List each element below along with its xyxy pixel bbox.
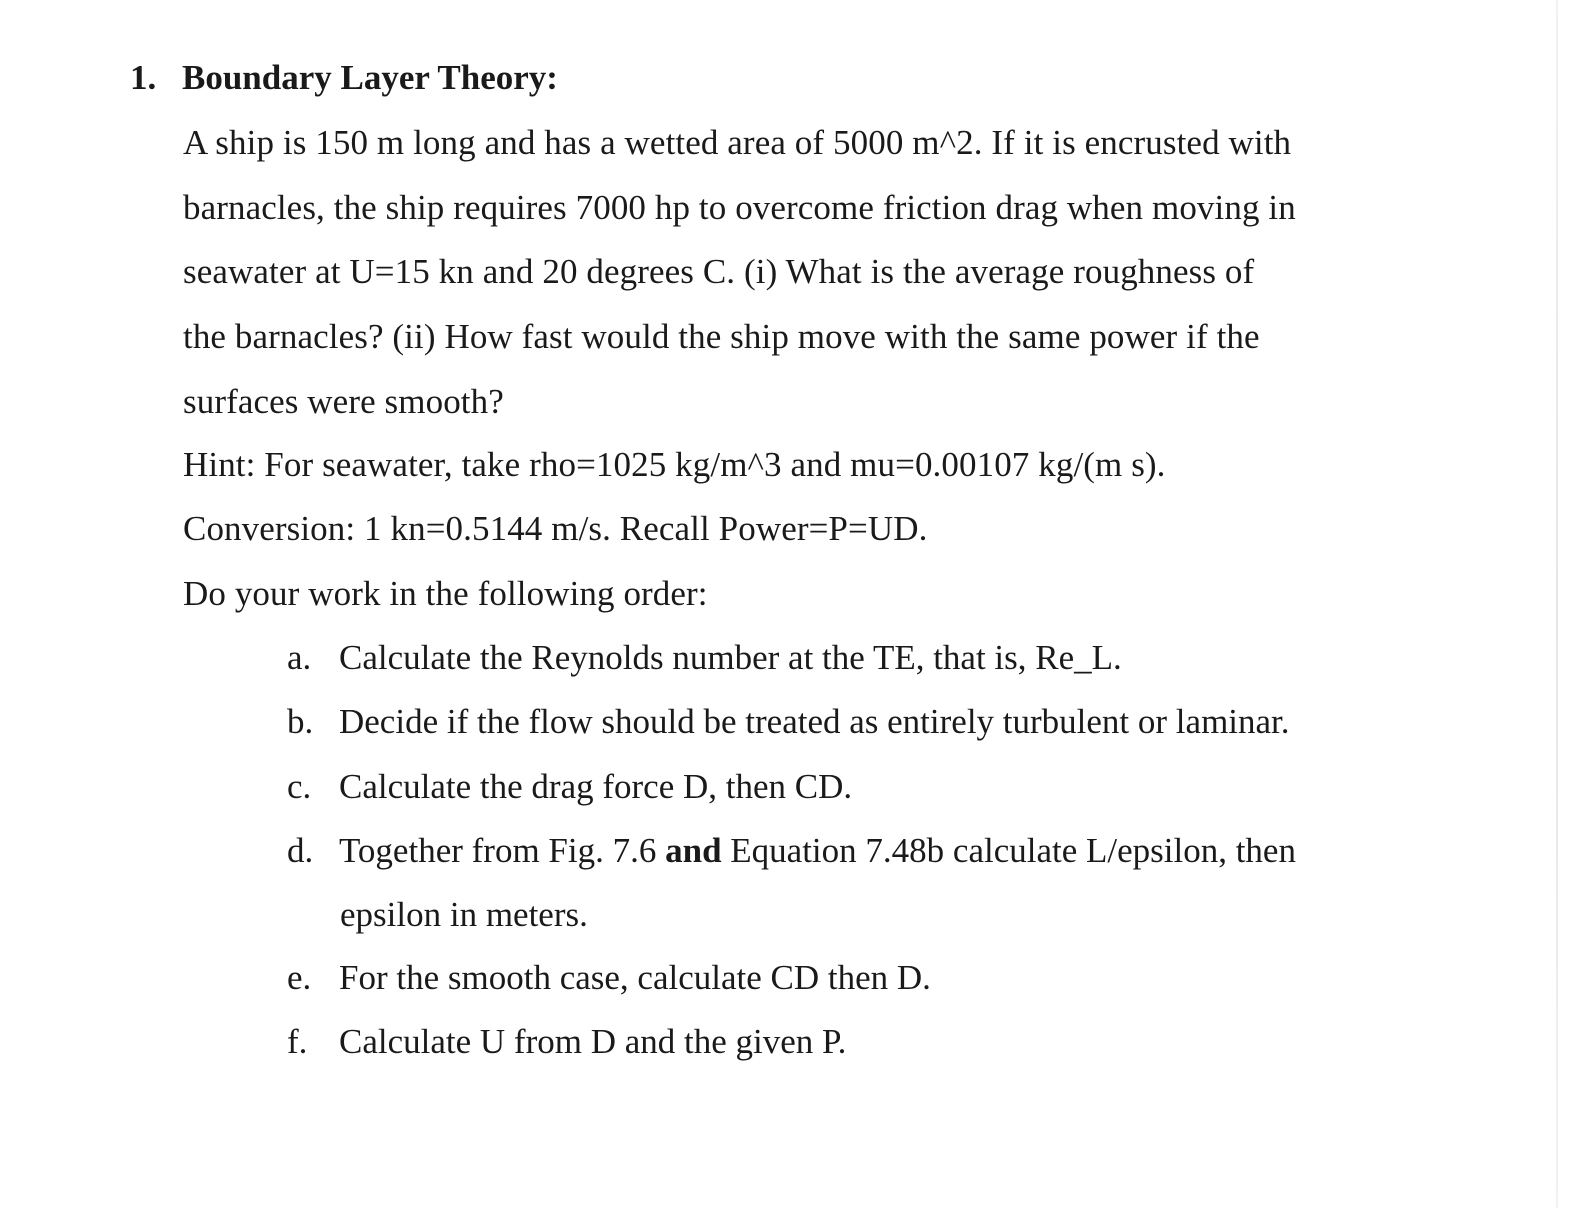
step-b [287,702,1290,742]
step-text-after: Equation 7.48b calculate L/epsilon, then [721,831,1296,870]
step-letter: c. [287,767,312,806]
step-text: Calculate the Reynolds number at the TE, that is, Re_L. [339,638,1122,677]
step-letter: e. [287,958,312,997]
statement-line-5: surfaces were smooth? [183,382,504,421]
step-a [287,638,1122,678]
step-text-before: Together from Fig. 7.6 [339,831,666,870]
conversion-text: Conversion: 1 kn=0.5144 m/s. Recall Power=P=UD. [183,509,928,548]
step-text-bold: and [665,831,722,870]
step-text: For the smooth case, calculate CD then D. [339,958,931,997]
step-c [287,767,852,807]
statement-line-1: A ship is 150 m long and has a wetted area of 5000 m^2. If it is encrusted with [183,123,1292,162]
statement-line-3: seawater at U=15 kn and 20 degrees C. (i) What is the average roughness of [183,252,1255,291]
step-letter: f. [287,1022,308,1061]
scan-edge-shadow [1556,0,1558,1208]
statement-line-2: barnacles, the ship requires 7000 hp to overcome friction drag when moving in [183,188,1296,227]
statement-line-4: the barnacles? (ii) How fast would the ship move with the same power if the [183,317,1260,356]
step-d [287,831,1296,871]
step-text: Decide if the flow should be treated as entirely turbulent or laminar. [339,702,1290,741]
problem-number: 1. [130,58,157,97]
step-letter: a. [287,638,312,677]
step-d-continuation: epsilon in meters. [340,895,588,934]
step-f [287,1022,846,1062]
order-intro: Do your work in the following order: [183,574,708,613]
step-text: Calculate the drag force D, then CD. [339,767,853,806]
step-letter: d. [287,831,314,870]
problem-title: Boundary Layer Theory: [182,58,558,97]
hint-text: Hint: For seawater, take rho=1025 kg/m^3 and mu=0.00107 kg/(m s). [183,445,1166,484]
step-e [287,958,931,998]
step-text: Calculate U from D and the given P. [339,1022,847,1061]
problem-heading [130,58,558,98]
step-letter: b. [287,702,314,741]
